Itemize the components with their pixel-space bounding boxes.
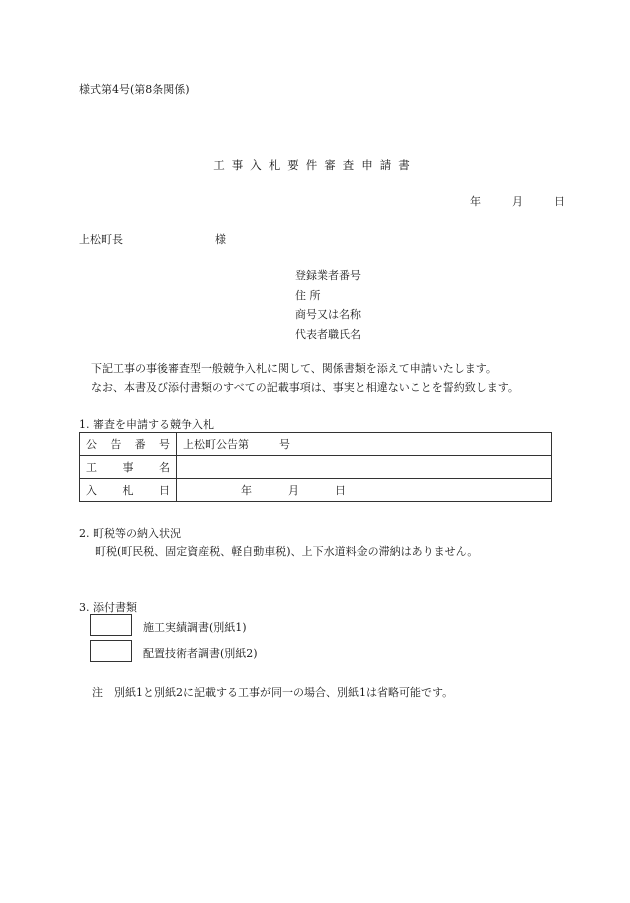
table-row	[80, 456, 552, 479]
section2-heading: 2. 町税等の納入状況	[79, 527, 181, 540]
applicant-field-address: 住 所	[295, 288, 321, 302]
statement-line: 下記工事の事後審査型一般競争入札に関して、関係書類を添えて申請いたします。	[91, 362, 497, 375]
attachment-label-1: 施工実績調書(別紙1)	[143, 621, 247, 634]
applicant-field-registration: 登録業者番号	[295, 269, 361, 282]
label-notice-number: 公告番号	[80, 433, 177, 456]
table-row	[80, 433, 552, 456]
addressee-name: 上松町長	[79, 233, 123, 246]
bid-date-field[interactable]	[177, 479, 552, 502]
date-year: 年	[470, 195, 481, 208]
tax-statement: 町税(町民税、固定資産税、軽自動車税)、上下水道料金の滞納はありません。	[95, 545, 479, 558]
statement	[79, 359, 519, 397]
bid-date-year: 年	[241, 484, 252, 497]
date-month: 月	[512, 195, 523, 208]
notice-prefix: 上松町公告第	[183, 438, 249, 451]
attachment-label-2: 配置技術者調書(別紙2)	[143, 647, 258, 660]
attachment-checkbox-2[interactable]	[90, 640, 132, 662]
section3-heading: 3. 添付書類	[79, 601, 137, 614]
date-day: 日	[554, 195, 565, 208]
notice-suffix: 号	[279, 438, 290, 451]
applicant-field-representative: 代表者職氏名	[295, 327, 361, 341]
notice-number-field[interactable]	[177, 433, 552, 456]
form-number: 様式第4号(第8条関係)	[79, 83, 190, 96]
statement-line: なお、本書及び添付書類のすべての記載事項は、事実と相違ないことを誓約致します。	[91, 381, 519, 394]
bid-table	[79, 432, 552, 502]
label-bid-date: 入札日	[80, 479, 177, 502]
applicant-field-company: 商号又は名称	[295, 308, 361, 321]
construction-name-field[interactable]	[177, 456, 552, 479]
label-construction-name: 工事名	[80, 456, 177, 479]
section1-heading: 1. 審査を申請する競争入札	[79, 418, 214, 431]
attachment-checkbox-1[interactable]	[90, 614, 132, 636]
addressee	[79, 231, 226, 247]
addressee-honorific: 様	[215, 233, 226, 246]
note: 注 別紙1と別紙2に記載する工事が同一の場合、別紙1は省略可能です。	[92, 686, 454, 699]
document-title: 工事入札要件審査申請書	[213, 158, 417, 172]
applicant-fields	[295, 266, 361, 344]
bid-date-month: 月	[288, 484, 299, 497]
table-row	[80, 479, 552, 502]
bid-date-day: 日	[335, 484, 346, 497]
date-line	[470, 193, 565, 209]
